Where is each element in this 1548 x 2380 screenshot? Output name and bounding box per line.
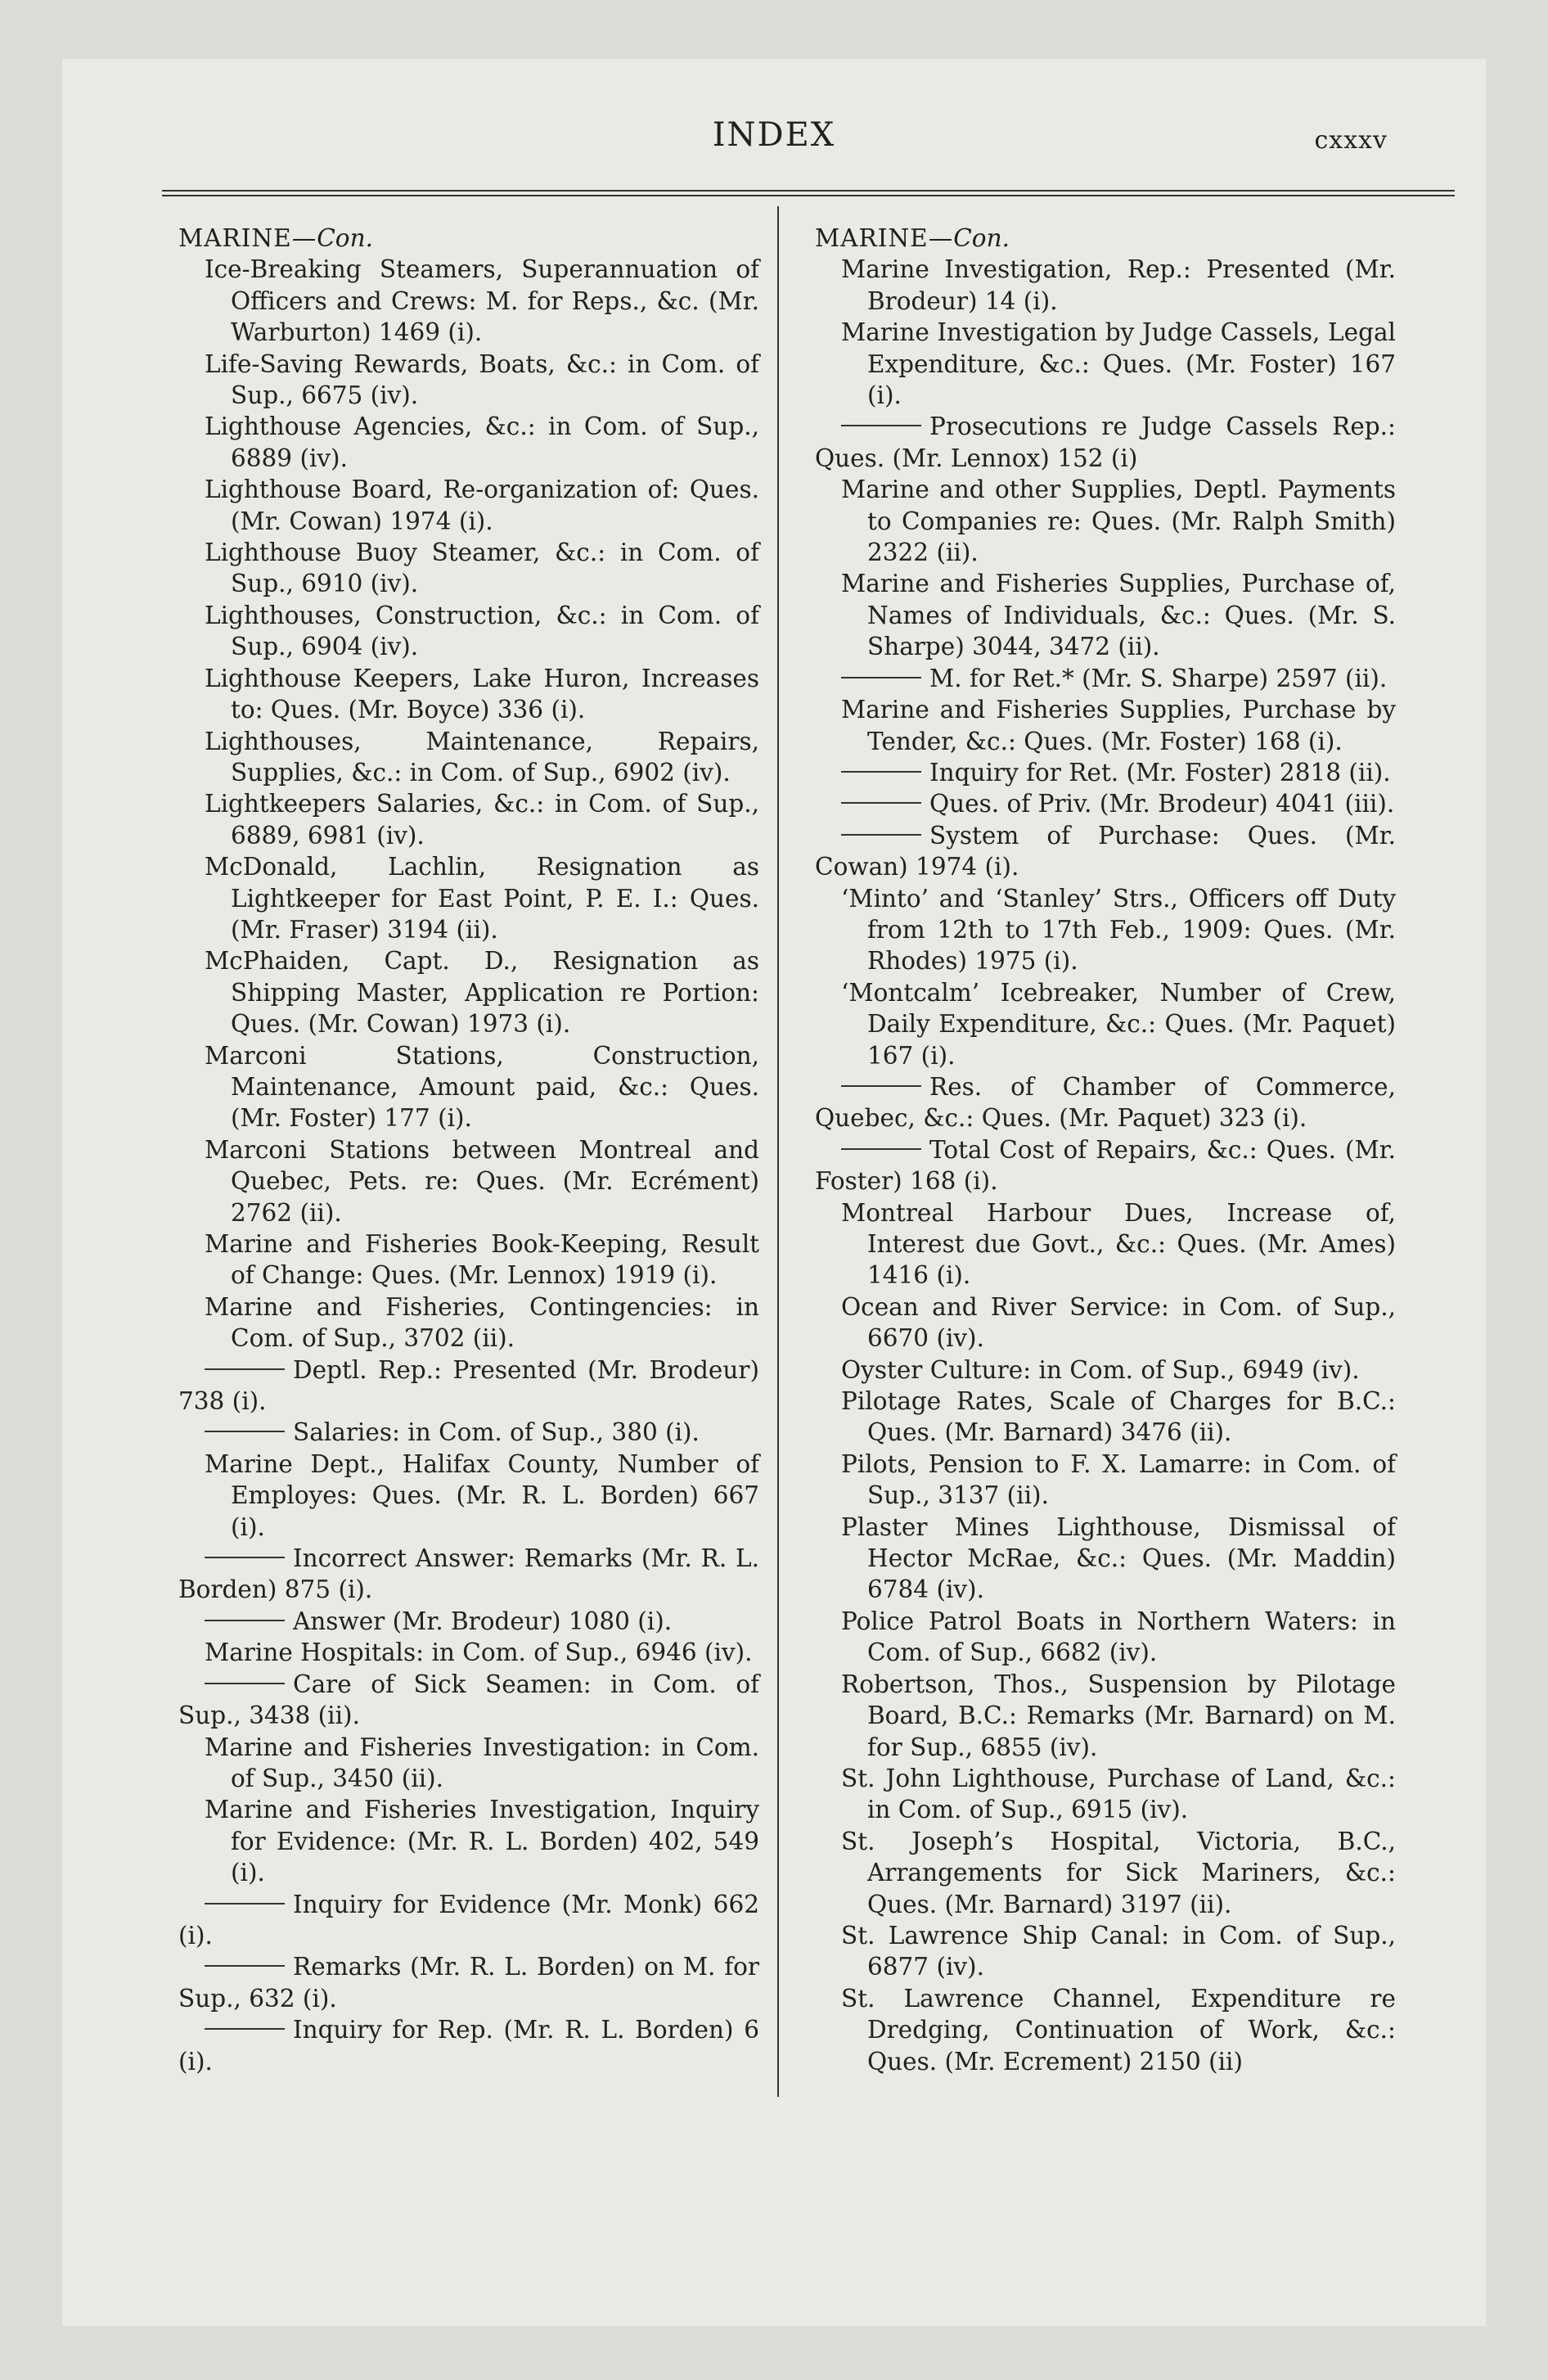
ditto-dash xyxy=(205,1965,285,1967)
index-subentry: Incorrect Answer: Remarks (Mr. R. L. Borden) 875 (i). xyxy=(178,1544,759,1604)
index-entry: Marine and Fisheries Investigation: in Com. of Sup., 3450 (ii). xyxy=(205,1733,759,1792)
column-heading-suffix: Con. xyxy=(953,224,1010,252)
index-entry: Ocean and River Service: in Com. of Sup., 6670 (iv). xyxy=(841,1292,1396,1353)
index-subentry: Prosecutions re Judge Cassels Rep.: Ques. (Mr. Lennox) 152 (i) xyxy=(815,412,1396,472)
index-subentry: Deptl. Rep.: Presented (Mr. Brodeur) 738 (i). xyxy=(178,1355,759,1416)
index-entry: Life-Saving Rewards, Boats, &c.: in Com. of Sup., 6675 (iv). xyxy=(205,349,759,410)
index-entry: Lighthouses, Maintenance, Repairs, Supplies, &c.: in Com. of Sup., 6902 (iv). xyxy=(205,727,759,787)
index-entry: Lighthouse Keepers, Lake Huron, Increases to: Ques. (Mr. Boyce) 336 (i). xyxy=(205,664,759,724)
index-subentry: Care of Sick Seamen: in Com. of Sup., 3438 (ii). xyxy=(178,1670,759,1730)
index-entry: Pilotage Rates, Scale of Charges for B.C.: Ques. (Mr. Barnard) 3476 (ii). xyxy=(841,1387,1396,1447)
ditto-dash xyxy=(841,802,921,804)
index-entry: St. John Lighthouse, Purchase of Land, &c.: in Com. of Sup., 6915 (iv). xyxy=(841,1764,1396,1824)
column-heading-main: MARINE— xyxy=(178,224,317,252)
column-heading-main: MARINE— xyxy=(815,224,954,252)
index-entry: Montreal Harbour Dues, Increase of, Interest due Govt., &c.: Ques. (Mr. Ames) 1416 (i). xyxy=(841,1198,1396,1290)
index-subentry: Inquiry for Evidence (Mr. Monk) 662 (i). xyxy=(178,1890,759,1950)
index-subentry: Res. of Chamber of Commerce, Quebec, &c.: Ques. (Mr. Paquet) 323 (i). xyxy=(815,1072,1396,1133)
index-subentry: System of Purchase: Ques. (Mr. Cowan) 1974 (i). xyxy=(815,821,1396,881)
index-entry: Marine and Fisheries, Contingencies: in Com. of Sup., 3702 (ii). xyxy=(205,1292,759,1353)
index-entry: Marine and Fisheries Supplies, Purchase by Tender, &c.: Ques. (Mr. Foster) 168 (i). xyxy=(841,696,1396,755)
index-entry: Pilots, Pension to F. X. Lamarre: in Com. of Sup., 3137 (ii). xyxy=(841,1449,1396,1510)
page-header xyxy=(62,116,1486,165)
header-rule xyxy=(162,190,1455,198)
index-entry: St. Lawrence Ship Canal: in Com. of Sup., 6877 (iv). xyxy=(841,1921,1396,1981)
index-subentry: M. for Ret.* (Mr. S. Sharpe) 2597 (ii). xyxy=(815,663,1396,694)
ditto-dash xyxy=(205,1368,285,1370)
ditto-dash xyxy=(205,1557,285,1558)
index-entry: Plaster Mines Lighthouse, Dismissal of Hector McRae, &c.: Ques. (Mr. Maddin) 6784 (iv). xyxy=(841,1512,1396,1604)
index-entry: McDonald, Lachlin, Resignation as Lightkeeper for East Point, P. E. I.: Ques. (Mr. Fraser) 3194 (ii). xyxy=(205,853,759,944)
ditto-dash xyxy=(205,1620,285,1621)
index-entry: Robertson, Thos., Suspension by Pilotage Board, B.C.: Remarks (Mr. Barnard) on M. for Sup., 6855 (iv). xyxy=(841,1670,1396,1761)
index-entry: Marine and Fisheries Investigation, Inquiry for Evidence: (Mr. R. L. Borden) 402, 549 (i). xyxy=(205,1796,759,1887)
index-entry: ‘Montcalm’ Icebreaker, Number of Crew, Daily Expenditure, &c.: Ques. (Mr. Paquet) 167 (i). xyxy=(841,978,1396,1070)
index-entry: Lighthouse Buoy Steamer, &c.: in Com. of Sup., 6910 (iv). xyxy=(205,539,759,598)
index-subentry: Remarks (Mr. R. L. Borden) on M. for Sup., 632 (i). xyxy=(178,1953,759,2013)
ditto-dash xyxy=(205,1431,285,1432)
index-entry: Marconi Stations, Construction, Maintenance, Amount paid, &c.: Ques. (Mr. Foster) 177 (i). xyxy=(205,1041,759,1133)
index-entry: St. Joseph’s Hospital, Victoria, B.C., Arrangements for Sick Mariners, &c.: Ques. (Mr. Barnard) 3197 (ii). xyxy=(841,1827,1396,1918)
index-entry: Lighthouse Agencies, &c.: in Com. of Sup., 6889 (iv). xyxy=(205,412,759,472)
ditto-dash xyxy=(205,1683,285,1684)
ditto-dash xyxy=(205,1903,285,1904)
header-rule-line xyxy=(162,195,1455,196)
left-column xyxy=(178,223,759,2077)
index-page xyxy=(62,59,1486,2326)
index-entry: Ice-Breaking Steamers, Superannuation of Officers and Crews: M. for Reps., &c. (Mr. Warburton) 1469 (i). xyxy=(205,255,759,347)
index-entry: Marconi Stations between Montreal and Quebec, Pets. re: Ques. (Mr. Ecrément) 2762 (ii). xyxy=(205,1135,759,1227)
index-subentry: Inquiry for Ret. (Mr. Foster) 2818 (ii). xyxy=(815,757,1396,788)
index-entry: Oyster Culture: in Com. of Sup., 6949 (iv). xyxy=(841,1355,1360,1384)
column-heading-suffix: Con. xyxy=(317,224,373,252)
index-entry: ‘Minto’ and ‘Stanley’ Strs., Officers off Duty from 12th to 17th Feb., 1909: Ques. (Mr. Rhodes) 1975 (i). xyxy=(841,884,1396,976)
column-heading xyxy=(178,223,759,254)
index-entry: Lighthouse Board, Re-organization of: Ques. (Mr. Cowan) 1974 (i). xyxy=(205,476,759,535)
index-subentry: Total Cost of Repairs, &c.: Ques. (Mr. Foster) 168 (i). xyxy=(815,1135,1396,1196)
index-entry: Marine and Fisheries Book-Keeping, Result of Change: Ques. (Mr. Lennox) 1919 (i). xyxy=(205,1230,759,1290)
index-entry: Marine Investigation by Judge Cassels, Legal Expenditure, &c.: Ques. (Mr. Foster) 167 (i). xyxy=(841,318,1396,410)
index-subentry: Inquiry for Rep. (Mr. R. L. Borden) 6 (i). xyxy=(178,2016,759,2076)
column-heading xyxy=(815,223,1396,254)
ditto-dash xyxy=(841,834,921,836)
index-entry: Marine Hospitals: in Com. of Sup., 6946 (iv). xyxy=(205,1639,753,1667)
index-entry: Lighthouses, Construction, &c.: in Com. of Sup., 6904 (iv). xyxy=(205,601,759,661)
ditto-dash xyxy=(841,771,921,773)
index-entry: Marine and Fisheries Supplies, Purchase of, Names of Individuals, &c.: Ques. (Mr. S. Sharpe) 3044, 3472 (ii). xyxy=(841,570,1396,661)
header-rule-line xyxy=(162,190,1455,192)
page-number: cxxxv xyxy=(1314,126,1388,155)
ditto-dash xyxy=(205,2028,285,2030)
ditto-dash xyxy=(841,1085,921,1087)
index-subentry: Ques. of Priv. (Mr. Brodeur) 4041 (iii). xyxy=(815,788,1396,819)
right-column xyxy=(815,223,1396,2077)
index-entry: Police Patrol Boats in Northern Waters: in Com. of Sup., 6682 (iv). xyxy=(841,1607,1396,1667)
index-subentry: Salaries: in Com. of Sup., 380 (i). xyxy=(178,1417,759,1448)
index-subentry: Answer (Mr. Brodeur) 1080 (i). xyxy=(178,1606,759,1637)
ditto-dash xyxy=(841,425,921,426)
index-entry: Marine Dept., Halifax County, Number of Employes: Ques. (Mr. R. L. Borden) 667 (i). xyxy=(205,1449,759,1541)
column-divider xyxy=(777,206,779,2097)
index-entry: Lightkeepers Salaries, &c.: in Com. of Sup., 6889, 6981 (iv). xyxy=(205,790,759,850)
index-entry: Marine Investigation, Rep.: Presented (Mr. Brodeur) 14 (i). xyxy=(841,255,1396,315)
page-title: INDEX xyxy=(712,116,836,154)
index-entry: St. Lawrence Channel, Expenditure re Dredging, Continuation of Work, &c.: Ques. (Mr. Ecrement) 2150 (ii) xyxy=(841,1984,1396,2076)
ditto-dash xyxy=(841,677,921,678)
index-entry: Marine and other Supplies, Deptl. Payments to Companies re: Ques. (Mr. Ralph Smith) 2322 (ii). xyxy=(841,476,1396,567)
ditto-dash xyxy=(841,1148,921,1150)
index-entry: McPhaiden, Capt. D., Resignation as Shipping Master, Application re Portion: Ques. (Mr. Cowan) 1973 (i). xyxy=(205,947,759,1039)
